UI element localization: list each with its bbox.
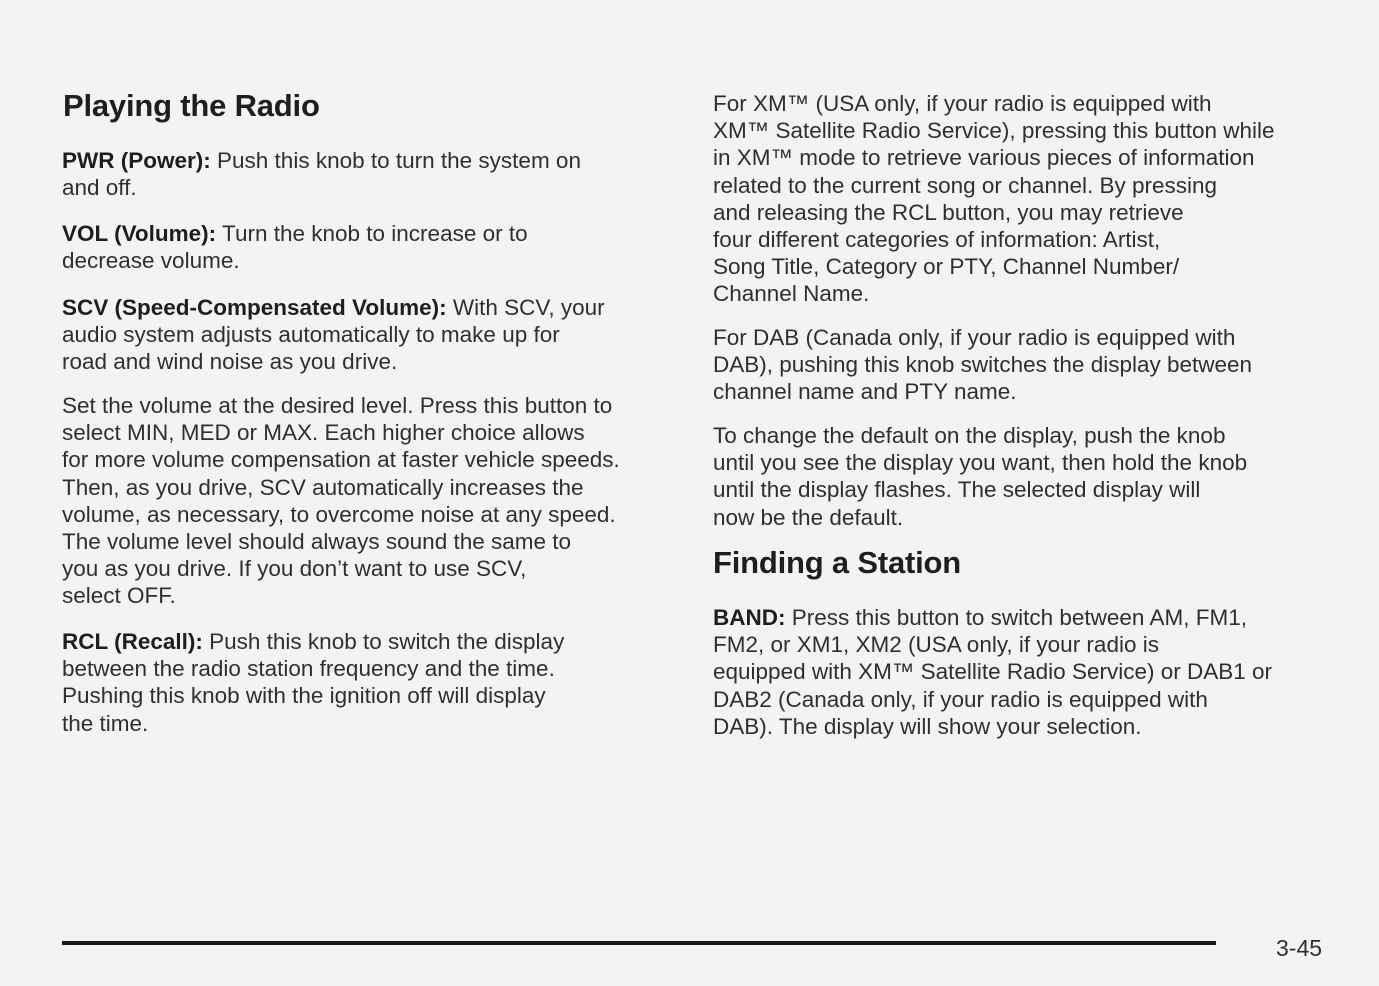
text-line: Then, as you drive, SCV automatically increases the: [62, 474, 584, 500]
text-line: For XM™ (USA only, if your radio is equipped with: [713, 91, 1212, 116]
text-line: Song Title, Category or PTY, Channel Number/: [713, 254, 1180, 280]
vol-paragraph: [62, 220, 672, 274]
band-paragraph: [713, 604, 1338, 740]
rcl-line: between the radio station frequency and the time.: [62, 656, 555, 682]
vol-line: decrease volume.: [62, 248, 240, 274]
xm-paragraph: [713, 90, 1338, 308]
text-line: related to the current song or channel. By pressing: [713, 172, 1218, 198]
scv-paragraph: [62, 294, 672, 376]
text-line: and releasing the RCL button, you may retrieve: [713, 199, 1184, 225]
text-line: Channel Name.: [713, 281, 870, 307]
section-heading-finding-a-station: Finding a Station: [713, 545, 962, 580]
text-line: you as you drive. If you don’t want to use SCV,: [62, 556, 527, 582]
text-line: Set the volume at the desired level. Press this button to: [62, 393, 613, 418]
rcl-line: Pushing this knob with the ignition off will display: [62, 683, 546, 709]
band-line: equipped with XM™ Satellite Radio Service) or DAB1 or: [713, 659, 1273, 685]
band-line: DAB). The display will show your selection.: [713, 713, 1142, 739]
band-line: DAB2 (Canada only, if your radio is equipped with: [713, 686, 1208, 712]
rcl-line: Push this knob to switch the display: [209, 629, 565, 654]
default-display-paragraph: [713, 422, 1338, 531]
scv-label: SCV (Speed-Compensated Volume):: [62, 295, 447, 320]
text-line: The volume level should always sound the same to: [62, 529, 572, 555]
text-line: To change the default on the display, push the knob: [713, 423, 1226, 448]
section-heading-playing-the-radio: Playing the Radio: [63, 88, 320, 123]
rcl-label: RCL (Recall):: [62, 629, 203, 654]
dab-paragraph: [713, 324, 1338, 406]
text-line: XM™ Satellite Radio Service), pressing this button while: [713, 118, 1275, 144]
pwr-line: Push this knob to turn the system on: [217, 148, 581, 173]
band-line: FM2, or XM1, XM2 (USA only, if your radio is: [713, 632, 1159, 658]
page-number: 3-45: [1276, 935, 1323, 961]
band-line: Press this button to switch between AM, FM1,: [791, 605, 1247, 630]
text-line: for more volume compensation at faster vehicle speeds.: [62, 447, 620, 473]
rcl-paragraph: [62, 628, 672, 737]
text-line: For DAB (Canada only, if your radio is equipped with: [713, 325, 1236, 350]
scv-line: road and wind noise as you drive.: [62, 349, 398, 375]
text-line: until you see the display you want, then hold the knob: [713, 450, 1248, 476]
text-line: DAB), pushing this knob switches the display between: [713, 352, 1253, 378]
footer-rule: [62, 941, 1216, 945]
scv-settings-paragraph: [62, 392, 672, 610]
text-line: volume, as necessary, to overcome noise at any speed.: [62, 501, 616, 527]
scv-line: With SCV, your: [452, 295, 605, 320]
text-line: until the display flashes. The selected display will: [713, 477, 1201, 503]
text-line: channel name and PTY name.: [713, 379, 1017, 405]
vol-line: Turn the knob to increase or to: [222, 221, 528, 246]
vol-label: VOL (Volume):: [62, 221, 217, 246]
pwr-label: PWR (Power):: [62, 148, 211, 173]
scv-line: audio system adjusts automatically to make up for: [62, 322, 560, 348]
pwr-line: and off.: [62, 175, 137, 201]
text-line: in XM™ mode to retrieve various pieces of information: [713, 145, 1255, 171]
band-label: BAND:: [713, 605, 786, 630]
pwr-paragraph: [62, 147, 672, 201]
text-line: four different categories of information: Artist,: [713, 227, 1161, 253]
text-line: select OFF.: [62, 583, 176, 609]
text-line: select MIN, MED or MAX. Each higher choice allows: [62, 420, 585, 446]
rcl-line: the time.: [62, 710, 149, 736]
text-line: now be the default.: [713, 504, 904, 530]
